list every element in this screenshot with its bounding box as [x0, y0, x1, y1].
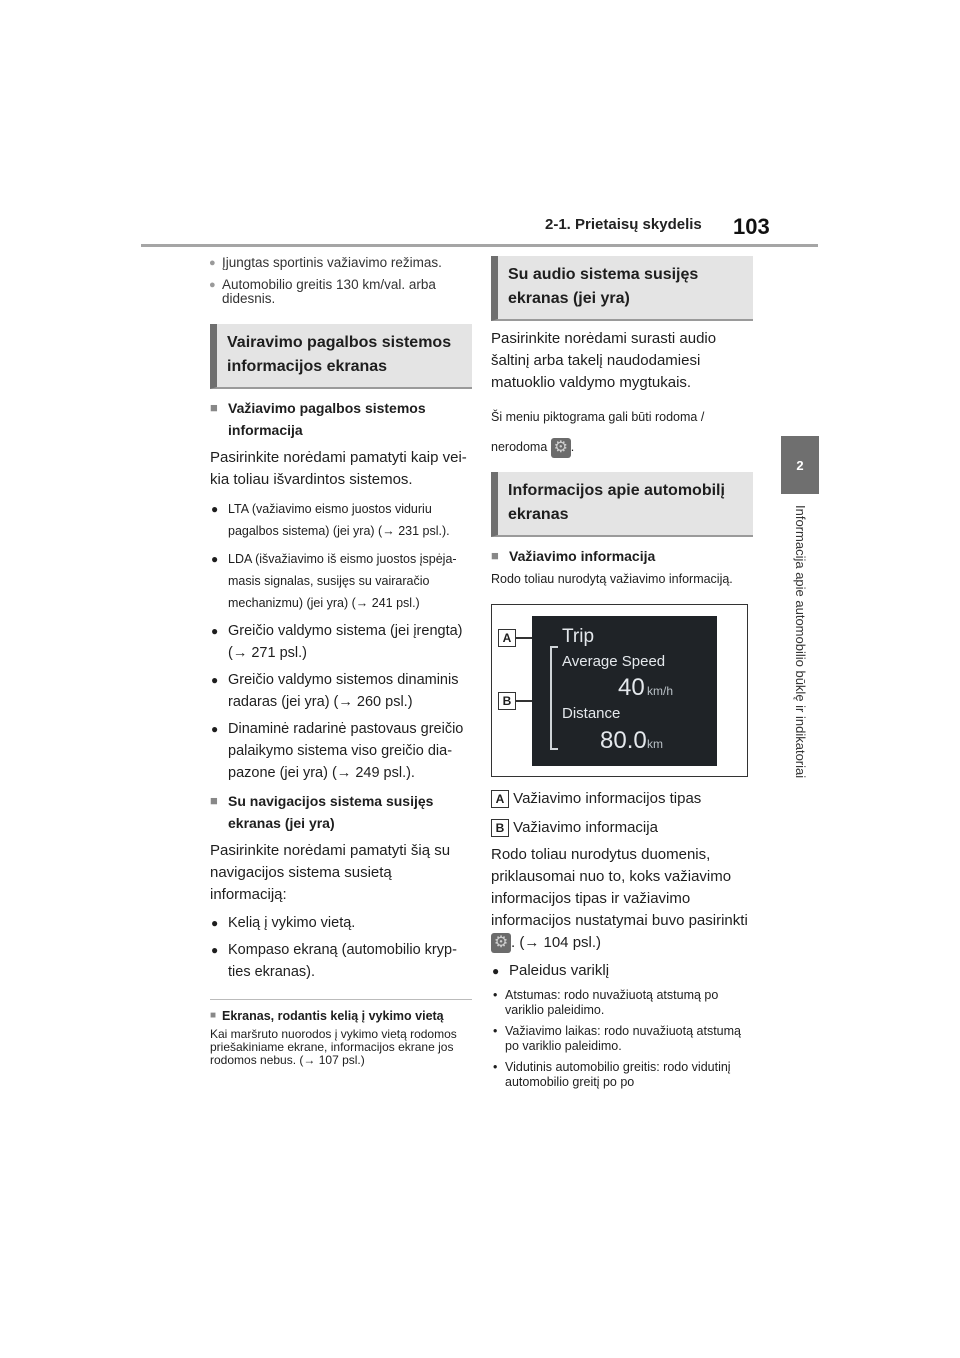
legend-a	[491, 787, 753, 811]
list-item: • Važiavimo laikas: rodo nuvažiuotą atstumą po variklio paleidimo.	[491, 1024, 753, 1054]
average-speed-unit: km/h	[647, 684, 674, 698]
section-heading-vehicle-info: Informacijos apie automobilį ekranas	[491, 472, 753, 537]
legend-text-b: Važiavimo informacija	[513, 819, 658, 836]
bracket-line	[550, 646, 552, 750]
section-title: 2-1. Prietaisų skydelis	[545, 216, 702, 233]
note-tail: .	[570, 440, 575, 454]
bracket-top	[550, 646, 558, 648]
legend-b	[491, 816, 753, 840]
list-item: ● Įjungtas sportinis važiavimo režimas.	[210, 256, 472, 270]
subheading-navigation: ■ Su navigacijos sistema susijęs ekranas (jei yra)	[210, 790, 472, 834]
paragraph: Pasirinkite norėdami pamatyti kaip veikia toliau išvardintos sistemos.	[210, 449, 467, 488]
paragraph-note	[491, 402, 753, 462]
right-column	[491, 256, 753, 1096]
note-text: Ši meniu piktograma gali būti rodoma / nerodoma	[491, 410, 705, 454]
paragraph: Pasirinkite norėdami pamatyti šią su navigacijos sistema susietą informaciją:	[210, 842, 451, 903]
legend-label-a: A	[491, 790, 509, 808]
paragraph-text: Rodo toliau nurodytus duomenis, priklausomai nuo to, koks važiavimo informacijos tipas ir važiavimo informacijos nustatymai buvo pasirinkti	[491, 846, 748, 929]
callout-label-b: B	[498, 692, 516, 710]
legend-label-b: B	[491, 819, 509, 837]
bracket-bottom	[550, 748, 558, 750]
callout-label-a: A	[498, 629, 516, 647]
section-heading-audio: Su audio sistema susijęs ekranas (jei yra)	[491, 256, 753, 321]
page-number: 103	[733, 214, 770, 239]
paragraph-tail: . (→ 104 psl.)	[511, 934, 602, 951]
list-item: ● Dinaminė radarinė pastovaus greičio palaikymo sistema viso greičio diapazone (jei yra) (→ 249 psl.).	[210, 718, 472, 784]
dash-list	[491, 988, 753, 1090]
list-item: • Atstumas: rodo nuvažiuotą atstumą po variklio paleidimo.	[491, 988, 753, 1018]
chapter-side-title	[786, 505, 812, 835]
list-item: ● Kompaso ekraną (automobilio krypties ekranas).	[210, 939, 472, 983]
list-item: ● Automobilio greitis 130 km/val. arba didesnis.	[210, 278, 472, 306]
note-text: Kai maršruto nuorodos į vykimo vietą rodomos priešakiniame ekrane, informacijos ekrane jos rodomos nebus. (→ 107 psl.)	[210, 1027, 457, 1067]
left-column	[210, 256, 472, 1067]
display-screen	[532, 616, 717, 766]
paragraph	[491, 844, 753, 954]
distance-value: 80.0	[600, 727, 647, 754]
trip-info-figure	[491, 604, 748, 777]
chapter-tab: 2	[781, 436, 819, 494]
list-item: ● LDA (išvažiavimo iš eismo juostos įspėjamasis signalas, susijęs su vairaračio mechanizmu) (jei yra) (→ 241 psl.)	[210, 548, 472, 614]
paragraph: Pasirinkite norėdami surasti audio šaltinį arba takelį naudodamiesi matuoklio valdymo mygtukais.	[491, 330, 717, 391]
trip-label: Trip	[562, 626, 595, 647]
subheading-trip-info: ■ Važiavimo informacija	[491, 545, 753, 567]
average-speed-label: Average Speed	[562, 653, 666, 670]
distance-unit: km	[647, 737, 663, 751]
section-heading-driver-assist: Vairavimo pagalbos sistemos informacijos ekranas	[210, 324, 472, 389]
list-item: ● Greičio valdymo sistema (jei įrengta) (→ 271 psl.)	[210, 620, 472, 664]
list-item: ● Paleidus variklį	[491, 960, 753, 982]
gear-icon: ⚙	[491, 933, 511, 953]
gear-icon: ⚙	[551, 438, 571, 458]
header-rule	[141, 244, 818, 247]
subheading-driver-assist-info: ■ Važiavimo pagalbos sistemos informacija	[210, 397, 472, 441]
divider	[210, 999, 472, 1000]
chapter-side-text: Informacija apie automobilio būklę ir indikatoriai	[793, 505, 808, 779]
list-item: ● LTA (važiavimo eismo juostos viduriu pagalbos sistema) (jei yra) (→ 231 psl.).	[210, 498, 472, 542]
note-heading: ■ Ekranas, rodantis kelią į vykimo vietą	[210, 1008, 472, 1024]
distance-label: Distance	[562, 705, 621, 722]
legend-text-a: Važiavimo informacijos tipas	[513, 790, 702, 807]
list-item: • Vidutinis automobilio greitis: rodo vidutinį automobilio greitį po po	[491, 1060, 753, 1090]
paragraph: Rodo toliau nurodytą važiavimo informaciją.	[491, 572, 733, 586]
list-item: ● Greičio valdymo sistemos dinaminis radaras (jei yra) (→ 260 psl.)	[210, 669, 472, 713]
list-item: ● Kelią į vykimo vietą.	[210, 912, 472, 934]
average-speed-value: 40	[618, 674, 645, 701]
